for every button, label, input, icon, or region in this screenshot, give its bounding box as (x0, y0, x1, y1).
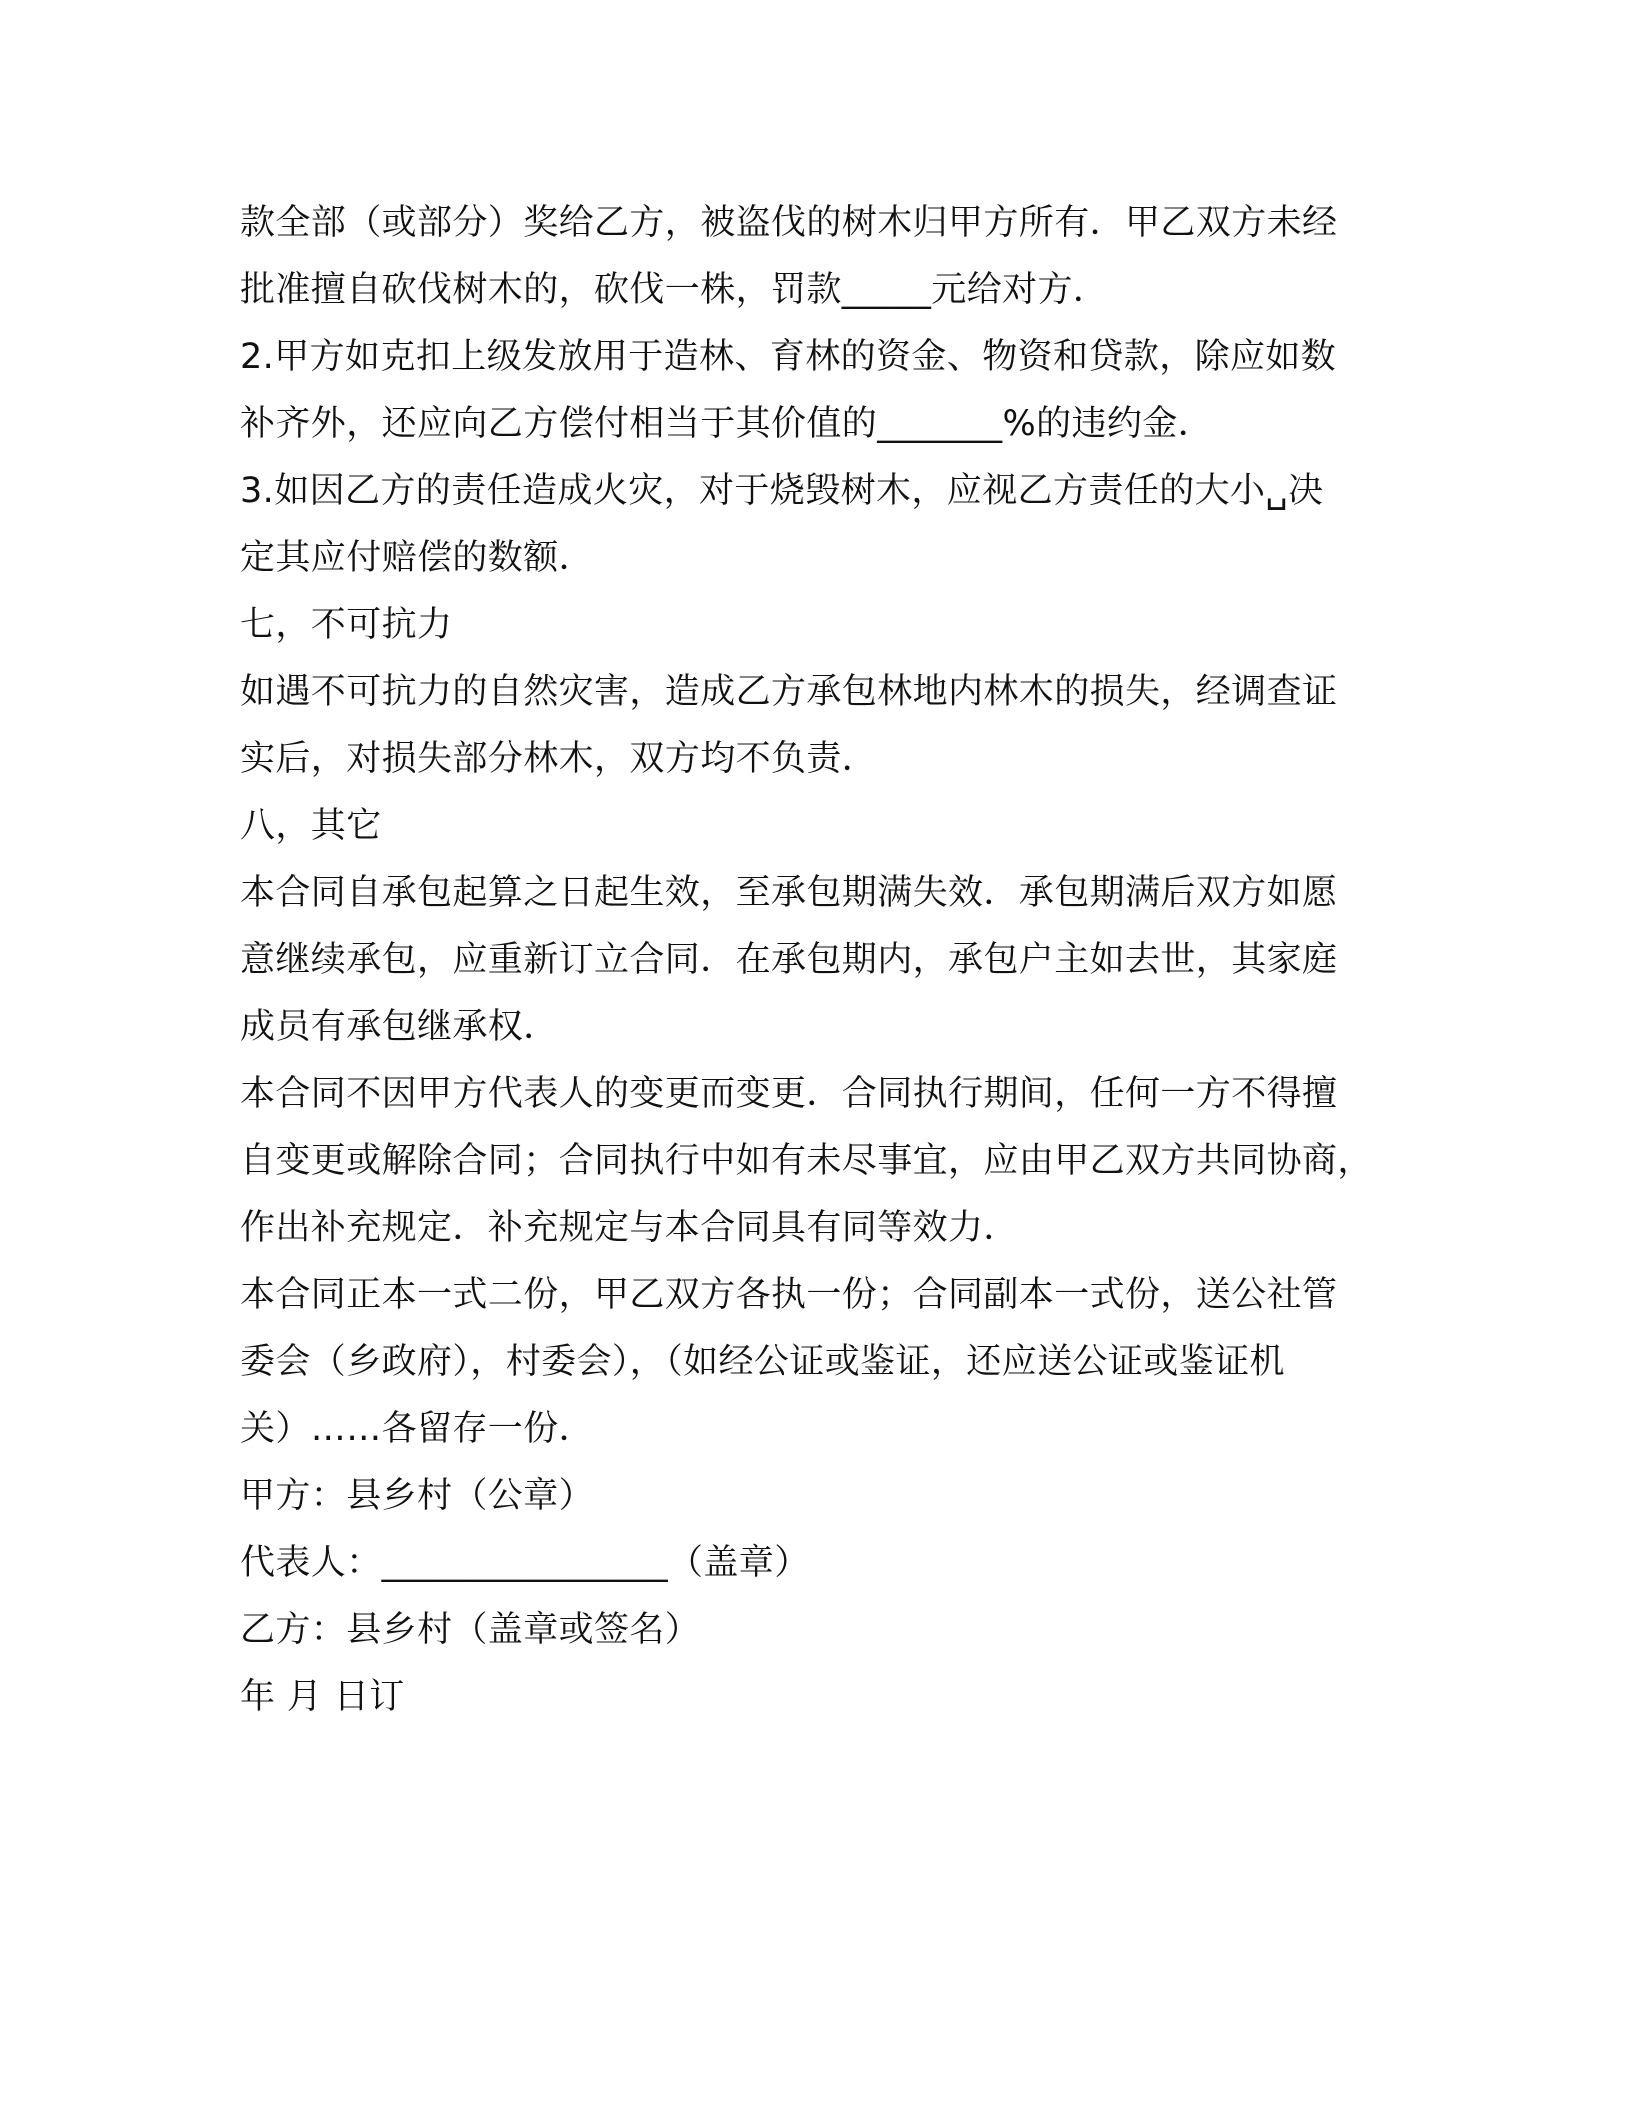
text-line: 定其应付赔偿的数额． (240, 538, 595, 578)
clause-2 (240, 324, 1386, 458)
party-b-line: 乙方：县乡村（盖章或签名） (240, 1610, 701, 1650)
text-line: 款全部（或部分）奖给乙方，被盗伐的树木归甲方所有．甲乙双方未经 (240, 203, 1338, 243)
penalty-clause-continued (240, 190, 1386, 324)
section-8-copies-clause (240, 1262, 1386, 1463)
section-8-effect-clause (240, 860, 1386, 1061)
section-8-heading (240, 793, 1386, 860)
text-line: 成员有承包继承权． (240, 1007, 559, 1047)
text-line: 自变更或解除合同；合同执行中如有未尽事宜，应由甲乙双方共同协商， (240, 1141, 1373, 1181)
section-heading: 七，不可抗力 (240, 605, 453, 645)
text-line: 本合同自承包起算之日起生效，至承包期满失效．承包期满后双方如愿 (240, 873, 1338, 913)
text-line: 批准擅自砍伐树木的，砍伐一株，罚款_____元给对方． (240, 270, 1109, 310)
text-line: 2.甲方如克扣上级发放用于造林、育林的资金、物资和贷款，除应如数 (240, 337, 1337, 377)
text-line: 委会（乡政府），村委会），（如经公证或鉴证，还应送公证或鉴证机 (240, 1342, 1285, 1382)
text-line: 如遇不可抗力的自然灾害，造成乙方承包林地内林木的损失，经调查证 (240, 672, 1338, 712)
text-line: 意继续承包，应重新订立合同．在承包期内，承包户主如去世，其家庭 (240, 940, 1338, 980)
party-a-line: 甲方：县乡村（公章） (240, 1476, 595, 1516)
date-line: 年 月 日订 (240, 1677, 405, 1717)
text-line: 本合同不因甲方代表人的变更而变更．合同执行期间，任何一方不得擅 (240, 1074, 1338, 1114)
clause-3 (240, 458, 1386, 592)
text-line: 本合同正本一式二份，甲乙双方各执一份；合同副本一式份，送公社管 (240, 1275, 1338, 1315)
section-heading: 八，其它 (240, 806, 382, 846)
document-body (240, 190, 1386, 1731)
section-7-heading (240, 592, 1386, 659)
text-line: 实后，对损失部分林木，双方均不负责． (240, 739, 878, 779)
signature-block (240, 1463, 1386, 1731)
section-7-body (240, 659, 1386, 793)
text-line: 补齐外，还应向乙方偿付相当于其价值的_______%的违约金． (240, 404, 1214, 444)
representative-line: 代表人：________________（盖章） (240, 1543, 810, 1583)
text-line: 作出补充规定．补充规定与本合同具有同等效力． (240, 1208, 1019, 1248)
section-8-change-clause (240, 1061, 1386, 1262)
text-line: 3.如因乙方的责任造成火灾，对于烧毁树木，应视乙方责任的大小␣决 (240, 471, 1324, 511)
text-line: 关）……各留存一份． (240, 1409, 595, 1449)
